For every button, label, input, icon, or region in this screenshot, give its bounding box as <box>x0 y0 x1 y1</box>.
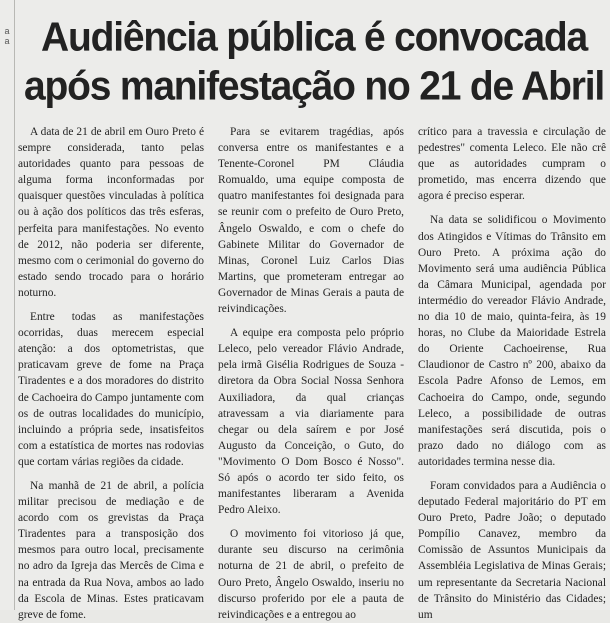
side-mark-char: a <box>4 36 10 46</box>
paragraph: Na data se solidificou o Movimento dos Atingidos e Vítimas do Trânsito em Ouro Preto. A próxima ação do Movimento será uma audiência Pública da Câmara Municipal, agendada por intermédio do vereador Flávio Andrade, no dia 10 de maio, quinta-feira, às 19 horas, no Clube da Maioridade Estrela do Oriente Cachoeirense, Rua Claudionor de Castro nº 200, abaixo da Escola Padre Afonso de Lemos, em Cachoeira do Campo, onde, segundo Leleco, a possibilidade de outras manifestações será discutida, pois o prazo dado no diálogo com as autoridades termina nesse dia. <box>418 214 606 468</box>
article-column-1 <box>18 124 204 621</box>
article-column-3 <box>418 124 606 621</box>
paragraph: A data de 21 de abril em Ouro Preto é sempre considerada, tanto pelas autoridades quanto para pessoas de alguma forma inconformadas por quaisquer questões vinculadas à política ou à ação dos políticos das três esferas, perfeita para manifestações. No evento de 2012, não poderia ser diferente, mesmo com o cerimonial do governo do estado sendo trocado para o horário noturno. <box>18 126 204 299</box>
paragraph: Para se evitarem tragédias, após conversa entre os manifestantes e a Tenente-Coronel PM Cláudia Romualdo, uma equipe composta de quatro manifestantes foi designada para se reunir com o prefeito de Ouro Preto, Ângelo Oswaldo, e com o chefe do Gabinete Militar do Governador de Minas, Coronel Luiz Carlos Dias Martins, que prometeram entregar ao Governador de Minas Gerais a pauta de reivindicações. <box>218 126 404 316</box>
paragraph: Foram convidados para a Audiência o deputado Federal majoritário do PT em Ouro Preto, Padre João; o deputado Pompílio Canavez, membro da Comissão de Assuntos Municipais da Assembléia Legislativa de Minas Gerais; um representante da Secretaria Nacional de Trânsito do Ministério das Cidades; um <box>418 479 606 621</box>
margin-rule <box>14 0 15 610</box>
side-mark-char: a <box>4 26 10 36</box>
paragraph: A equipe era composta pelo próprio Leleco, pelo vereador Flávio Andrade, pela irmã Gisélia Rodrigues de Souza - diretora da Obra Social Nossa Senhora Auxiliadora, da qual crianças atravessam a via diariamente para chegar ou dela saírem e por José Augusto da Conceição, o Guto, do "Movimento O Dom Bosco é Nosso". Só após o acordo ter sido feito, os manifestantes liberaram a Avenida Pedro Aleixo. <box>218 327 404 517</box>
paragraph: Entre todas as manifestações ocorridas, duas merecem especial atenção: a dos optometristas, que praticavam greve de fome na Praça Tiradentes e a dos moradores do distrito de Cachoeira do Campo juntamente com os de outras localidades do município, incluindo a própria sede, insatisfeitos com a estatística de mortes nas rodovias que cortam várias regiões da cidade. <box>18 311 204 468</box>
headline-line-1: Audiência pública é convocada <box>40 15 588 60</box>
side-mark <box>1 26 13 46</box>
article-body <box>18 124 606 621</box>
headline-line-2: após manifestação no 21 de Abril <box>23 64 604 109</box>
paragraph: Na manhã de 21 de abril, a polícia militar precisou de mediação e de acordo com os grevistas da Praça Tiradentes para a transposição dos mesmos para outro local, precisamente no adro da Igreja das Mercês de Cima e na entrada da Rua Nova, ambos ao lado da Escola de Minas. Estes praticavam greve de fome. <box>18 479 204 621</box>
headline <box>22 13 606 111</box>
article-column-2 <box>218 124 404 621</box>
paragraph: crítico para a travessia e circulação de pedestres" comenta Leleco. Ele não crê que as autoridades cumpram o prometido, mas encerra dizendo que agora é preciso esperar. <box>418 126 606 203</box>
paragraph: O movimento foi vitorioso já que, durante seu discurso na cerimônia noturna de 21 de abril, o prefeito de Ouro Preto, Ângelo Oswaldo, inseriu no discurso proferido por ele a pauta de reivindicações e a entregou ao <box>218 528 404 621</box>
